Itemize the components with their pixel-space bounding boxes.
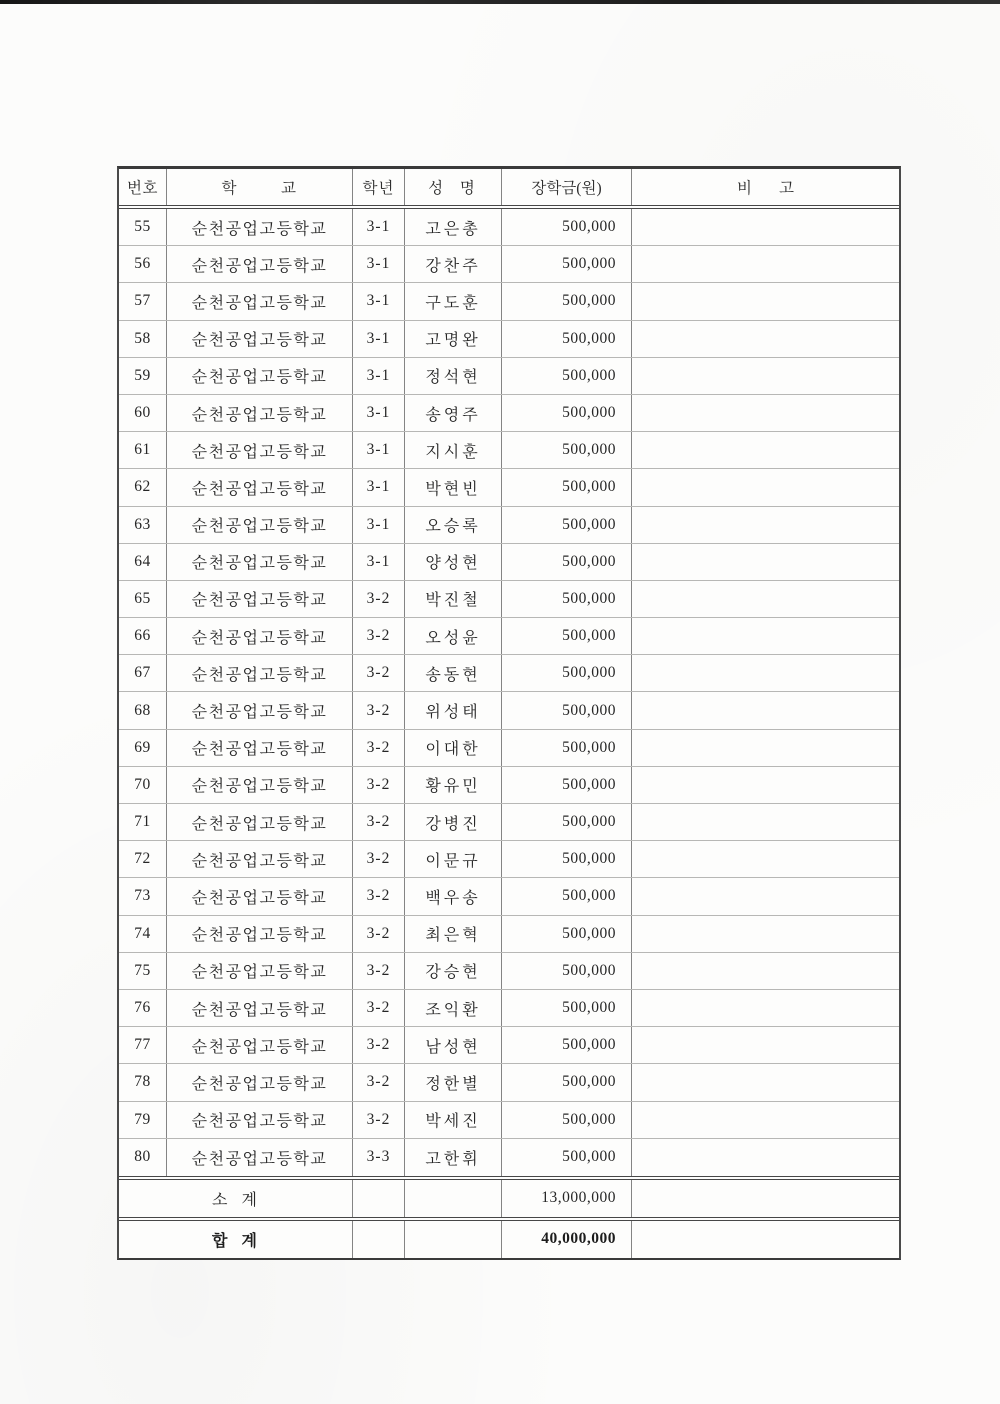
cell-note: [632, 692, 899, 728]
table-row: [119, 209, 899, 246]
cell-name: 오성윤: [405, 618, 502, 654]
subtotal-grade-cell: [353, 1180, 405, 1217]
cell-school: 순천공업고등학교: [167, 916, 353, 952]
cell-grade: 3-2: [353, 618, 405, 654]
table-row: [119, 321, 899, 358]
cell-grade: 3-1: [353, 246, 405, 282]
table-row: [119, 1064, 899, 1101]
cell-grade: 3-1: [353, 432, 405, 468]
cell-amount: 500,000: [502, 916, 632, 952]
cell-name: 정석현: [405, 358, 502, 394]
cell-grade: 3-2: [353, 692, 405, 728]
cell-school: 순천공업고등학교: [167, 618, 353, 654]
cell-amount: 500,000: [502, 283, 632, 319]
cell-name: 고명완: [405, 321, 502, 357]
cell-no: 73: [119, 878, 167, 914]
table-body: [119, 209, 899, 1176]
cell-name: 황유민: [405, 767, 502, 803]
cell-name: 오승록: [405, 507, 502, 543]
cell-grade: 3-2: [353, 804, 405, 840]
cell-name: 강찬주: [405, 246, 502, 282]
cell-grade: 3-2: [353, 953, 405, 989]
cell-no: 56: [119, 246, 167, 282]
cell-no: 69: [119, 730, 167, 766]
cell-note: [632, 283, 899, 319]
cell-grade: 3-2: [353, 1027, 405, 1063]
cell-no: 75: [119, 953, 167, 989]
cell-note: [632, 246, 899, 282]
cell-name: 정한별: [405, 1064, 502, 1100]
cell-no: 79: [119, 1102, 167, 1138]
cell-grade: 3-1: [353, 469, 405, 505]
cell-amount: 500,000: [502, 507, 632, 543]
cell-no: 58: [119, 321, 167, 357]
cell-no: 70: [119, 767, 167, 803]
cell-note: [632, 804, 899, 840]
cell-note: [632, 581, 899, 617]
subtotal-row: [119, 1176, 899, 1217]
cell-name: 박현빈: [405, 469, 502, 505]
cell-amount: 500,000: [502, 469, 632, 505]
cell-grade: 3-2: [353, 1102, 405, 1138]
cell-name: 구도훈: [405, 283, 502, 319]
cell-amount: 500,000: [502, 395, 632, 431]
cell-grade: 3-2: [353, 916, 405, 952]
cell-name: 남성현: [405, 1027, 502, 1063]
cell-no: 59: [119, 358, 167, 394]
cell-grade: 3-1: [353, 507, 405, 543]
cell-school: 순천공업고등학교: [167, 469, 353, 505]
cell-grade: 3-2: [353, 655, 405, 691]
cell-note: [632, 841, 899, 877]
cell-name: 송동현: [405, 655, 502, 691]
cell-name: 박세진: [405, 1102, 502, 1138]
table-row: [119, 618, 899, 655]
cell-note: [632, 767, 899, 803]
cell-no: 65: [119, 581, 167, 617]
cell-note: [632, 544, 899, 580]
cell-amount: 500,000: [502, 953, 632, 989]
cell-amount: 500,000: [502, 878, 632, 914]
cell-no: 64: [119, 544, 167, 580]
cell-grade: 3-2: [353, 878, 405, 914]
cell-amount: 500,000: [502, 655, 632, 691]
cell-name: 고한휘: [405, 1139, 502, 1176]
cell-school: 순천공업고등학교: [167, 1139, 353, 1176]
cell-school: 순천공업고등학교: [167, 283, 353, 319]
total-note-cell: [632, 1221, 899, 1258]
cell-name: 고은총: [405, 209, 502, 245]
header-name: 성 명: [405, 169, 502, 205]
cell-amount: 500,000: [502, 841, 632, 877]
table-row: [119, 953, 899, 990]
total-label: 합 계: [119, 1221, 353, 1258]
cell-no: 71: [119, 804, 167, 840]
cell-note: [632, 469, 899, 505]
cell-no: 62: [119, 469, 167, 505]
cell-amount: 500,000: [502, 321, 632, 357]
cell-no: 55: [119, 209, 167, 245]
cell-grade: 3-2: [353, 767, 405, 803]
subtotal-note-cell: [632, 1180, 899, 1217]
table-row: [119, 841, 899, 878]
cell-grade: 3-2: [353, 581, 405, 617]
total-name-cell: [405, 1221, 502, 1258]
table-row: [119, 692, 899, 729]
cell-grade: 3-1: [353, 358, 405, 394]
cell-no: 68: [119, 692, 167, 728]
table-row: [119, 581, 899, 618]
table-row: [119, 1102, 899, 1139]
cell-school: 순천공업고등학교: [167, 395, 353, 431]
table-row: [119, 1027, 899, 1064]
cell-grade: 3-2: [353, 1064, 405, 1100]
table-row: [119, 730, 899, 767]
table-row: [119, 246, 899, 283]
cell-grade: 3-3: [353, 1139, 405, 1176]
table-row: [119, 767, 899, 804]
cell-school: 순천공업고등학교: [167, 730, 353, 766]
cell-note: [632, 1139, 899, 1176]
cell-school: 순천공업고등학교: [167, 581, 353, 617]
total-row: [119, 1217, 899, 1258]
cell-note: [632, 730, 899, 766]
cell-no: 80: [119, 1139, 167, 1176]
cell-amount: 500,000: [502, 990, 632, 1026]
cell-note: [632, 878, 899, 914]
cell-school: 순천공업고등학교: [167, 432, 353, 468]
cell-school: 순천공업고등학교: [167, 878, 353, 914]
cell-name: 조익환: [405, 990, 502, 1026]
cell-name: 지시훈: [405, 432, 502, 468]
cell-note: [632, 507, 899, 543]
cell-school: 순천공업고등학교: [167, 209, 353, 245]
cell-amount: 500,000: [502, 618, 632, 654]
cell-no: 67: [119, 655, 167, 691]
cell-amount: 500,000: [502, 1102, 632, 1138]
cell-amount: 500,000: [502, 1027, 632, 1063]
cell-school: 순천공업고등학교: [167, 1027, 353, 1063]
cell-school: 순천공업고등학교: [167, 804, 353, 840]
cell-note: [632, 1064, 899, 1100]
table-row: [119, 469, 899, 506]
cell-school: 순천공업고등학교: [167, 692, 353, 728]
cell-note: [632, 1102, 899, 1138]
cell-no: 66: [119, 618, 167, 654]
cell-grade: 3-1: [353, 544, 405, 580]
table-row: [119, 507, 899, 544]
cell-name: 위성태: [405, 692, 502, 728]
cell-school: 순천공업고등학교: [167, 767, 353, 803]
cell-school: 순천공업고등학교: [167, 953, 353, 989]
cell-name: 양성현: [405, 544, 502, 580]
cell-no: 61: [119, 432, 167, 468]
cell-school: 순천공업고등학교: [167, 358, 353, 394]
cell-name: 이대한: [405, 730, 502, 766]
cell-school: 순천공업고등학교: [167, 990, 353, 1026]
cell-name: 강병진: [405, 804, 502, 840]
cell-note: [632, 209, 899, 245]
cell-note: [632, 953, 899, 989]
cell-note: [632, 618, 899, 654]
cell-no: 72: [119, 841, 167, 877]
cell-amount: 500,000: [502, 544, 632, 580]
cell-name: 최은혁: [405, 916, 502, 952]
table-row: [119, 804, 899, 841]
table-row: [119, 1139, 899, 1176]
cell-amount: 500,000: [502, 1064, 632, 1100]
cell-school: 순천공업고등학교: [167, 544, 353, 580]
cell-name: 송영주: [405, 395, 502, 431]
cell-school: 순천공업고등학교: [167, 655, 353, 691]
cell-note: [632, 432, 899, 468]
cell-name: 이문규: [405, 841, 502, 877]
cell-note: [632, 395, 899, 431]
cell-school: 순천공업고등학교: [167, 321, 353, 357]
cell-no: 76: [119, 990, 167, 1026]
table-row: [119, 358, 899, 395]
cell-grade: 3-1: [353, 321, 405, 357]
cell-amount: 500,000: [502, 692, 632, 728]
cell-note: [632, 358, 899, 394]
subtotal-label: 소 계: [119, 1180, 353, 1217]
cell-amount: 500,000: [502, 246, 632, 282]
cell-note: [632, 655, 899, 691]
subtotal-name-cell: [405, 1180, 502, 1217]
header-amount: 장학금(원): [502, 169, 632, 205]
cell-no: 78: [119, 1064, 167, 1100]
cell-no: 63: [119, 507, 167, 543]
cell-grade: 3-2: [353, 990, 405, 1026]
cell-school: 순천공업고등학교: [167, 246, 353, 282]
cell-amount: 500,000: [502, 804, 632, 840]
cell-no: 74: [119, 916, 167, 952]
total-grade-cell: [353, 1221, 405, 1258]
cell-grade: 3-2: [353, 730, 405, 766]
cell-no: 77: [119, 1027, 167, 1063]
cell-note: [632, 990, 899, 1026]
cell-school: 순천공업고등학교: [167, 841, 353, 877]
cell-amount: 500,000: [502, 1139, 632, 1176]
table-row: [119, 432, 899, 469]
table-row: [119, 990, 899, 1027]
cell-grade: 3-1: [353, 395, 405, 431]
cell-amount: 500,000: [502, 358, 632, 394]
cell-note: [632, 1027, 899, 1063]
scholarship-table: [117, 166, 901, 1260]
cell-note: [632, 916, 899, 952]
cell-school: 순천공업고등학교: [167, 1102, 353, 1138]
cell-school: 순천공업고등학교: [167, 1064, 353, 1100]
cell-amount: 500,000: [502, 730, 632, 766]
cell-name: 강승현: [405, 953, 502, 989]
cell-grade: 3-1: [353, 283, 405, 319]
cell-no: 57: [119, 283, 167, 319]
cell-grade: 3-2: [353, 841, 405, 877]
cell-name: 박진철: [405, 581, 502, 617]
table-row: [119, 916, 899, 953]
header-no: 번호: [119, 169, 167, 205]
header-school: 학 교: [167, 169, 353, 205]
cell-name: 백우송: [405, 878, 502, 914]
cell-grade: 3-1: [353, 209, 405, 245]
header-note: 비 고: [736, 180, 795, 197]
cell-school: 순천공업고등학교: [167, 507, 353, 543]
cell-no: 60: [119, 395, 167, 431]
cell-amount: 500,000: [502, 767, 632, 803]
total-amount: 40,000,000: [502, 1221, 632, 1258]
subtotal-amount: 13,000,000: [502, 1180, 632, 1217]
table-row: [119, 655, 899, 692]
scan-artifact-top-edge: [0, 0, 1000, 4]
table-row: [119, 878, 899, 915]
cell-note: [632, 321, 899, 357]
cell-amount: 500,000: [502, 432, 632, 468]
table-row: [119, 544, 899, 581]
table-header-row: [119, 169, 899, 209]
cell-amount: 500,000: [502, 209, 632, 245]
header-grade: 학년: [353, 169, 405, 205]
cell-amount: 500,000: [502, 581, 632, 617]
table-row: [119, 283, 899, 320]
table-row: [119, 395, 899, 432]
